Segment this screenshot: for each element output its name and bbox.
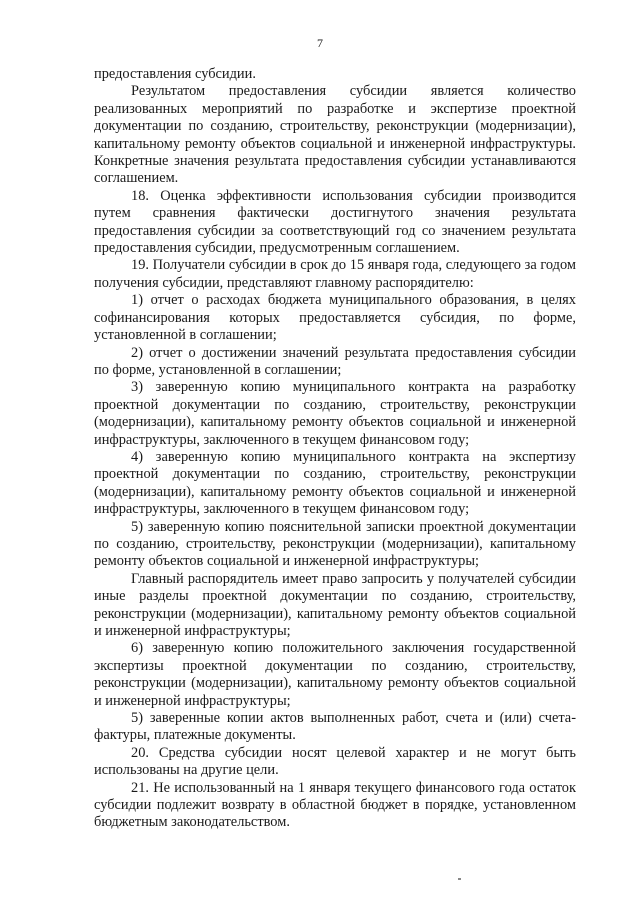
document-body <box>94 66 576 832</box>
paragraph-20: 20. Средства субсидии носят целевой характер и не могут быть использованы на другие цели. <box>94 744 576 779</box>
page-number: 7 <box>317 36 323 50</box>
list-item-2: 2) отчет о достижении значений результата предоставления субсидии по форме, установленной в соглашении; <box>94 344 576 378</box>
list-item-6: 6) заверенную копию положительного заключения государственной экспертизы проектной документации по созданию, строительству, реконструкции (модернизации), капитальному ремонту объектов социальной и инженерной инфраструктуры; <box>94 640 576 709</box>
paragraph-distributor-right: Главный распорядитель имеет право запросить у получателей субсидии иные разделы проектной документации по созданию, строительству, реконструкции (модернизации), капитальному ремонту объектов социальной и инженерной инфраструктуры; <box>94 570 576 639</box>
list-item-3: 3) заверенную копию муниципального контракта на разработку проектной документации по созданию, строительству, реконструкции (модернизации), капитальному ремонту объектов социальной и инженерной инфраструктуры, заключенного в текущем финансовом году; <box>94 379 576 448</box>
paragraph-result-definition: Результатом предоставления субсидии является количество реализованных мероприятий по разработке и экспертизе проектной документации по созданию, строительству, реконструкции (модернизации), капитальному ремонту объектов социальной и инженерной инфраструктуры. Конкретные значения результата предоставления субсидии устанавливаются соглашением. <box>94 83 576 187</box>
paragraph-19: 19. Получатели субсидии в срок до 15 января года, следующего за годом получения субсидии, представляют главному распорядителю: <box>94 257 576 291</box>
scan-artifact <box>458 878 461 880</box>
list-item-5: 5) заверенную копию пояснительной записки проектной документации по созданию, строительству, реконструкции (модернизации), капитальному ремонту объектов социальной и инженерной инфраструктуры; <box>94 518 576 570</box>
list-item-5b: 5) заверенные копии актов выполненных работ, счета и (или) счета-фактуры, платежные документы. <box>94 710 576 744</box>
paragraph-18: 18. Оценка эффективности использования субсидии производится путем сравнения фактически достигнутого значения результата предоставления субсидии за соответствующий год со значением результата предоставления субсидии, предусмотренным соглашением. <box>94 187 576 257</box>
paragraph-21: 21. Не использованный на 1 января текущего финансового года остаток субсидии подлежит возврату в областной бюджет в порядке, установленном бюджетным законодательством. <box>94 779 576 831</box>
list-item-1: 1) отчет о расходах бюджета муниципального образования, в целях софинансирования которых предоставляется субсидия, по форме, установленной в соглашении; <box>94 292 576 344</box>
list-item-4: 4) заверенную копию муниципального контракта на экспертизу проектной документации по созданию, строительству, реконструкции (модернизации), капитальному ремонту объектов социальной и инженерной инфраструктуры, заключенного в текущем финансовом году; <box>94 448 576 518</box>
paragraph: предоставления субсидии. <box>94 66 256 82</box>
